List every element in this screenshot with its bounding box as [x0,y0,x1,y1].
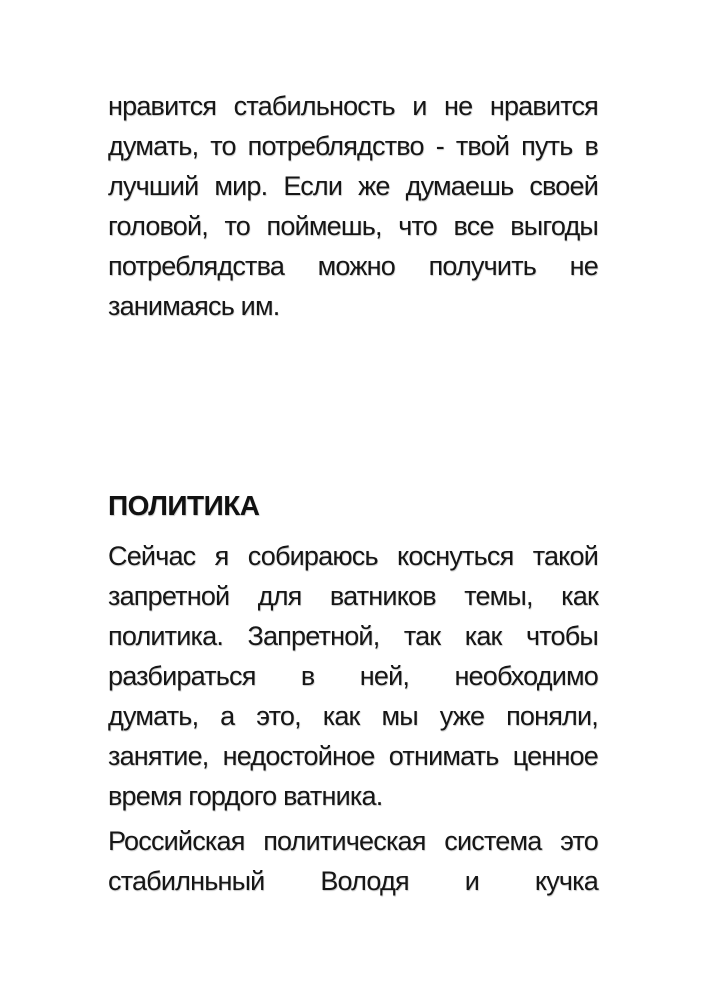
text-line: занятие, недостойное отнимать ценное [108,741,598,771]
text-line: стабилньный Володя и кучка [108,866,598,896]
text-line: нравится стабильность и не нравится [108,91,598,121]
paragraph-politics-intro [108,536,598,816]
paragraph-political-system [108,821,598,901]
text-line: потреблядства можно получить не [108,251,598,281]
text-line: Российская политическая система это [108,826,598,856]
text-line: думать, то потреблядство - твой путь в [108,131,598,161]
text-line: политика. Запретной, так как чтобы [108,621,598,651]
text-line: время гордого ватника. [108,781,383,811]
chapter-heading: ПОЛИТИКА [108,490,260,521]
text-line: разбираться в ней, необходимо [108,661,598,691]
text-line: Сейчас я собираюсь коснуться такой [108,541,598,571]
text-line: лучший мир. Если же думаешь своей [108,171,598,201]
text-line: запретной для ватников темы, как [108,581,598,611]
text-line: думать, а это, как мы уже поняли, [108,701,598,731]
text-line: занимаясь им. [108,291,280,321]
text-line: головой, то поймешь, что все выгоды [108,211,598,241]
paragraph-consumerism [108,86,598,326]
